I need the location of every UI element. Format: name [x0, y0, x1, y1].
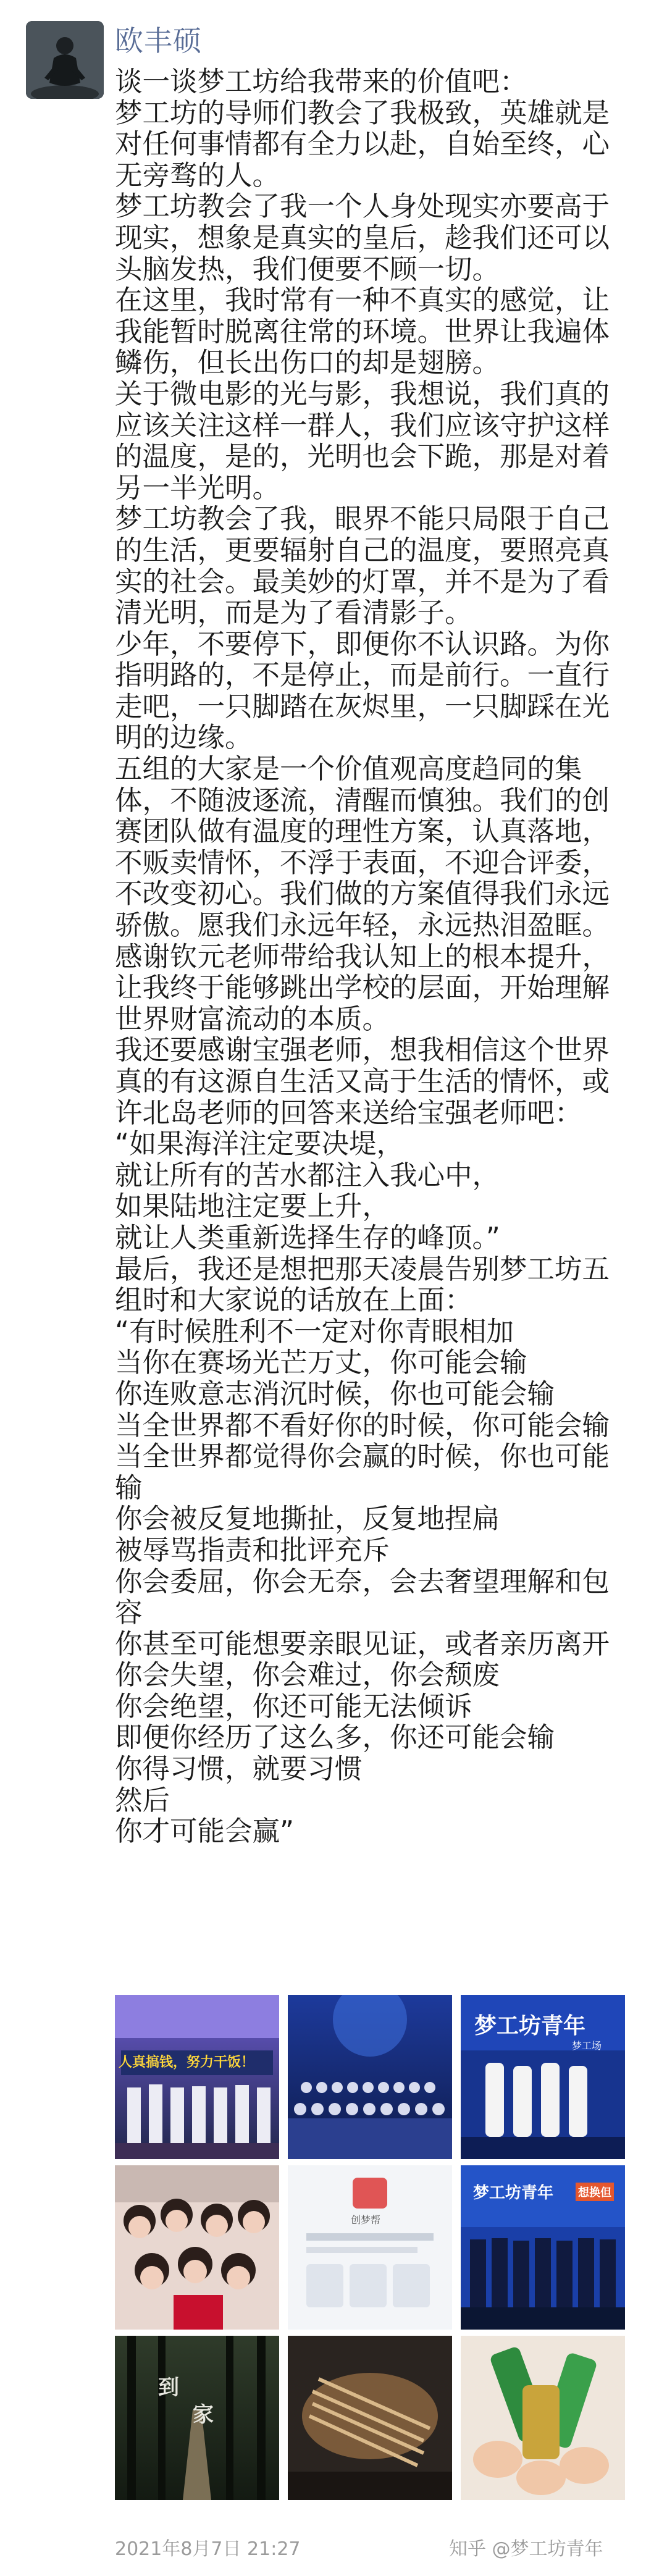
post-text-line: 在这里，我时常有一种不真实的感觉，让 [115, 285, 610, 317]
post-text-line: 真的有这源自生活又高于生活的情怀，或 [115, 1066, 610, 1097]
avatar[interactable] [26, 21, 104, 99]
post-text-line: 我还要感谢宝强老师，想我相信这个世界 [115, 1034, 610, 1067]
photo-grid [115, 1995, 625, 2500]
post-text-line: 当全世界都不看好你的时候，你可能会输 [115, 1409, 610, 1441]
post-text-line: 谈一谈梦工坊给我带来的价值吧： [115, 66, 527, 98]
post-text-line: 无旁骛的人。 [115, 159, 280, 191]
post-text-line: 如果陆地注定要上升， [115, 1191, 390, 1223]
post-text-line: 不改变初心。我们做的方案值得我们永远 [115, 878, 610, 910]
post-text-line: 就让人类重新选择生存的峰顶。” [115, 1222, 500, 1254]
author-name[interactable]: 欧丰硕 [115, 24, 202, 57]
post-text-line: 不贩卖情怀，不浮于表面，不迎合评委， [115, 847, 610, 879]
post-text-line: 我能暂时脱离往常的环境。世界让我遍体 [115, 316, 610, 348]
post-text-line: 就让所有的苦水都注入我心中， [115, 1159, 500, 1191]
post-text-line: “如果海洋注定要决堤， [115, 1128, 405, 1160]
post-text-line: 清光明，而是为了看清影子。 [115, 597, 472, 629]
post-text-line: 你得习惯，就要习惯 [115, 1753, 363, 1785]
post-text-line: 头脑发热，我们便要不顾一切。 [115, 253, 500, 285]
post-text-line: 感谢钦元老师带给我认知上的根本提升， [115, 941, 610, 973]
post-text-line: 另一半光明。 [115, 472, 280, 504]
photo-thumbnail-3[interactable] [461, 1995, 625, 2159]
post-text-line: 然后 [115, 1784, 170, 1816]
post-text-line: 五组的大家是一个价值观高度趋同的集 [115, 753, 582, 786]
post-text-line: 的生活，更要辐射自己的温度，要照亮真 [115, 534, 610, 566]
post-text-line: 赛团队做有温度的理性方案，认真落地， [115, 816, 610, 848]
photo-thumbnail-1[interactable] [115, 1995, 279, 2159]
post-text-line: 你甚至可能想要亲眼见证，或者亲历离开 [115, 1628, 610, 1660]
photo-text-b: 家 [193, 2402, 214, 2427]
photo-title: 梦工坊青年 [473, 2184, 554, 2202]
post-text-line: 许北岛老师的回答来送给宝强老师吧： [115, 1097, 582, 1129]
post-text-line: 明的边缘。 [115, 722, 253, 754]
post-text-line: “有时候胜利不一定对你青眼相加 [115, 1315, 514, 1348]
post-text-line: 指明路的，不是停止，而是前行。一直行 [115, 660, 610, 692]
post-text-line: 组时和大家说的话放在上面： [115, 1285, 472, 1317]
photo-caption: 人真搞钱，努力干饭！ [119, 2055, 255, 2070]
photo-thumbnail-7[interactable] [115, 2336, 279, 2500]
post-text-line: 走吧，一只脚踏在灰烬里，一只脚踩在光 [115, 690, 610, 723]
post-text-line: 应该关注这样一群人，我们应该守护这样 [115, 409, 610, 442]
post-text-line: 梦工坊教会了我，眼界不能只局限于自己 [115, 503, 610, 535]
photo-logo-text: 创梦帮 [351, 2214, 381, 2226]
photo-subtitle: 梦工场 [572, 2040, 602, 2052]
post-text-line: 梦工坊教会了我一个人身处现实亦要高于 [115, 191, 610, 223]
post-text-line: 鳞伤，但长出伤口的却是翅膀。 [115, 347, 500, 379]
post-text-line: 的温度，是的，光明也会下跪，那是对着 [115, 441, 610, 473]
avatar-figure-icon [26, 21, 104, 99]
post-text-line: 对任何事情都有全力以赴，自始至终，心 [115, 128, 610, 161]
photo-thumbnail-5[interactable] [288, 2165, 452, 2330]
post-text-line: 你才可能会赢” [115, 1816, 295, 1848]
photo-thumbnail-8[interactable] [288, 2336, 452, 2500]
post-text-line: 当全世界都觉得你会赢的时候，你也可能 [115, 1441, 610, 1473]
post-text-line: 体，不随波逐流，清醒而慎独。我们的创 [115, 784, 610, 816]
photo-thumbnail-6[interactable] [461, 2165, 625, 2330]
post-timestamp: 2021年8月7日 21:27 [115, 2538, 301, 2560]
post-text-line: 你会委屈，你会无奈，会去奢望理解和包 [115, 1566, 610, 1598]
post-text-line: 世界财富流动的本质。 [115, 1003, 390, 1035]
post-text-line: 关于微电影的光与影，我想说，我们真的 [115, 378, 610, 410]
photo-thumbnail-2[interactable] [288, 1995, 452, 2159]
post-text-line: 梦工坊的导师们教会了我极致，英雄就是 [115, 97, 610, 129]
post-text-line: 实的社会。最美妙的灯罩，并不是为了看 [115, 566, 610, 598]
post-text-line: 少年，不要停下，即便你不认识路。为你 [115, 628, 610, 660]
photo-tag: 想换但 [576, 2183, 614, 2201]
photo-thumbnail-9[interactable] [461, 2336, 625, 2500]
photo-thumbnail-4[interactable] [115, 2165, 279, 2330]
post-text-line: 即便你经历了这么多，你还可能会输 [115, 1722, 555, 1754]
post-text-line: 被辱骂指责和批评充斥 [115, 1534, 390, 1566]
photo-title: 梦工坊青年 [474, 2013, 586, 2039]
post-text-line: 输 [115, 1472, 143, 1504]
zhihu-watermark: 知乎 @梦工坊青年 [449, 2538, 603, 2560]
post-text-line: 你会绝望，你还可能无法倾诉 [115, 1690, 472, 1722]
post-text-line: 你连败意志消沉时候，你也可能会输 [115, 1378, 555, 1410]
photo-text-a: 到 [158, 2375, 179, 2400]
post-text-line: 你会被反复地撕扯，反复地捏扁 [115, 1503, 500, 1535]
post-text-line: 你会失望，你会难过，你会颓废 [115, 1659, 500, 1692]
post-text [115, 67, 640, 1848]
post-text-line: 当你在赛场光芒万丈，你可能会输 [115, 1347, 527, 1379]
post-text-line: 骄傲。愿我们永远年轻，永远热泪盈眶。 [115, 910, 610, 942]
post-text-line: 让我终于能够跳出学校的层面，开始理解 [115, 972, 610, 1004]
post-text-line: 现实，想象是真实的皇后，趁我们还可以 [115, 222, 610, 254]
post-text-line: 最后，我还是想把那天凌晨告别梦工坊五 [115, 1253, 610, 1285]
post-text-line: 容 [115, 1597, 143, 1629]
